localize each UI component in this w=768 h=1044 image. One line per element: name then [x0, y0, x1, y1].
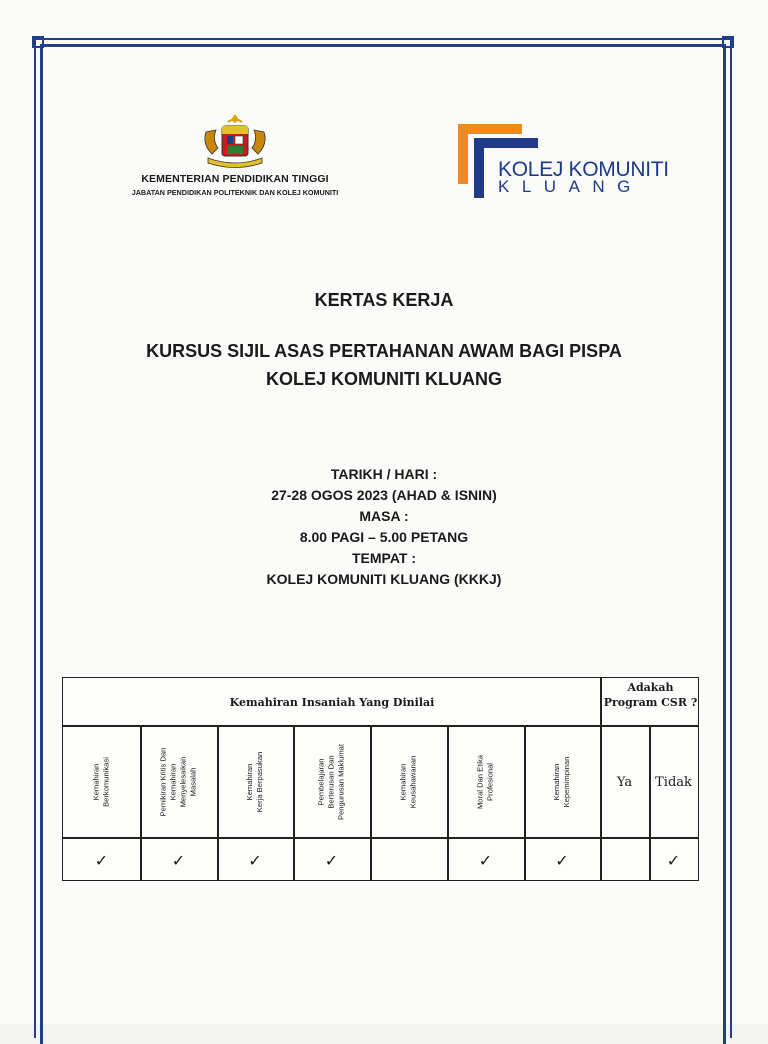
- skill-label: Kemahiran Keusahawanan: [398, 755, 418, 809]
- check-cell: ✓: [171, 850, 186, 870]
- csr-header: Adakah Program CSR ?: [603, 681, 698, 709]
- skills-header: Kemahiran Insaniah Yang Dinilai: [229, 695, 435, 709]
- skill-column-header: [447, 726, 524, 838]
- skill-column-header: [524, 726, 600, 838]
- csr-no-header: Tidak: [655, 774, 692, 790]
- border-corner: [722, 36, 734, 48]
- place-label: TEMPAT :: [351, 550, 417, 566]
- college-title: KOLEJ KOMUNITI KLUANG: [266, 369, 502, 389]
- college-logo-name: KOLEJ KOMUNITI: [498, 158, 669, 181]
- skill-column-header: [370, 726, 447, 838]
- college-logo-town: KLUANG: [498, 177, 643, 196]
- skill-column-header: [63, 726, 140, 838]
- check-cell: ✓: [478, 850, 493, 870]
- time-label: MASA :: [359, 508, 409, 524]
- date-value: 27-28 OGOS 2023 (AHAD & ISNIN): [271, 487, 497, 503]
- ministry-heading: [100, 173, 370, 197]
- check-cell: ✓: [555, 850, 569, 870]
- course-title: KURSUS SIJIL ASAS PERTAHANAN AWAM BAGI PISPA: [146, 341, 622, 361]
- time-value: 8.00 PAGI – 5.00 PETANG: [299, 529, 469, 545]
- skill-label: Pembelajaran Berterusan Dan Pengurusan Maklumat: [316, 744, 346, 820]
- skills-table: [62, 677, 699, 881]
- csr-yes-header: Ya: [616, 774, 633, 790]
- check-cell: ✓: [248, 850, 262, 870]
- coat-of-arms-icon: [198, 112, 272, 170]
- border-corner: [32, 36, 44, 48]
- date-label: TARIKH / HARI :: [330, 466, 438, 482]
- skill-label: Kemahiran Kepemimpinan: [552, 756, 571, 808]
- skill-label: Kemahiran Kerja Berpasukan: [245, 751, 264, 813]
- skill-column-header: [217, 726, 293, 838]
- check-cell: [370, 838, 447, 882]
- check-cell: ✓: [94, 850, 109, 870]
- skill-label: Moral Dan Etika Profesional: [475, 754, 495, 810]
- skill-column-header: [140, 726, 217, 838]
- check-cell: ✓: [324, 850, 339, 870]
- check-cell: [600, 838, 649, 882]
- skill-column-header: [293, 726, 370, 838]
- check-cell: ✓: [666, 850, 681, 870]
- skill-label: Kemahiran Berkomunikasi: [91, 757, 111, 807]
- department-name: JABATAN PENDIDIKAN POLITEKNIK DAN KOLEJ KOMUNITI: [131, 188, 339, 197]
- document-type: KERTAS KERJA: [314, 290, 454, 310]
- place-value: KOLEJ KOMUNITI KLUANG (KKKJ): [266, 571, 502, 587]
- skill-label: Pemikiran Kritis Dan Kemahiran Menyelesaikan Masalah: [158, 747, 198, 817]
- ministry-name: KEMENTERIAN PENDIDIKAN TINGGI: [141, 173, 329, 185]
